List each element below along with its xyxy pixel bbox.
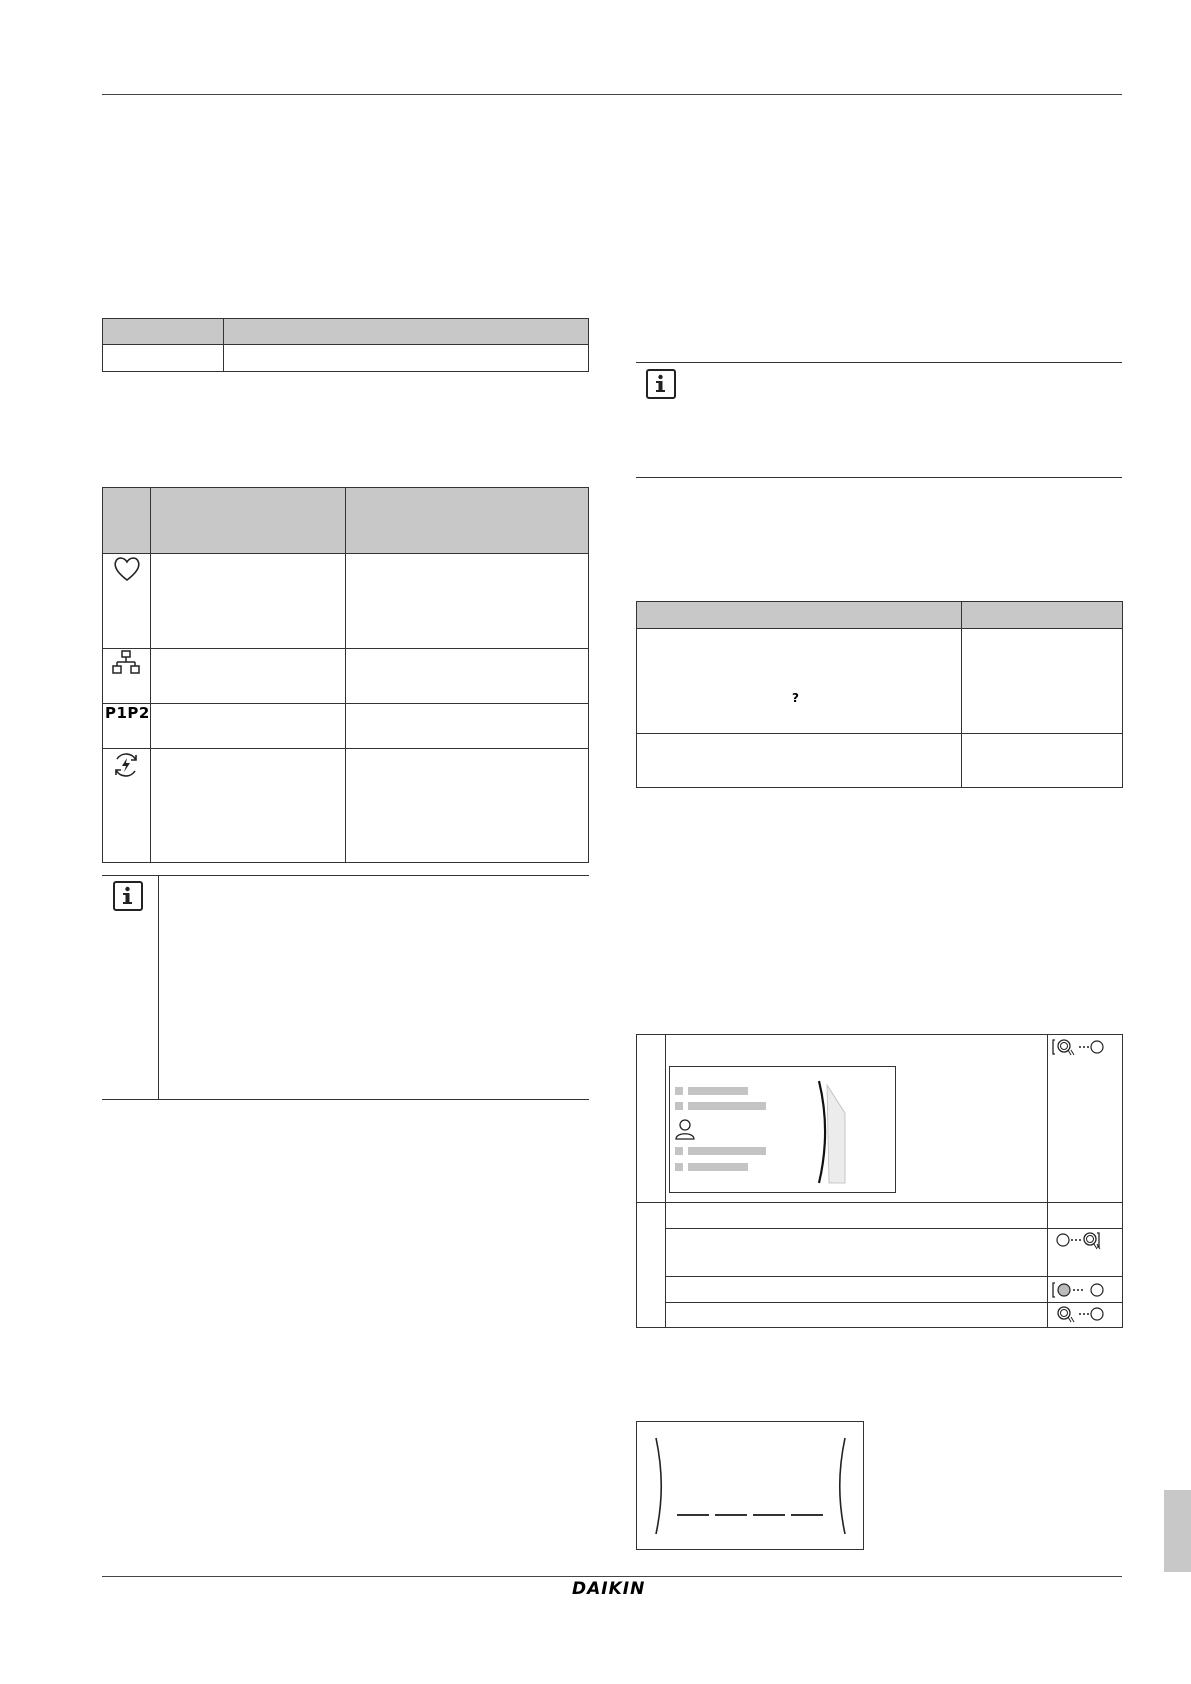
- code-digit-slot: [677, 1514, 709, 1516]
- p1p2-label: P1P2: [105, 704, 150, 722]
- procedure-col1-line: [665, 1034, 666, 1328]
- footer-rule: [102, 1576, 1122, 1577]
- heart-icon: [112, 555, 142, 583]
- menu-item-marker: [675, 1163, 683, 1171]
- right-bracket-arc: [832, 1436, 848, 1536]
- table-a-frame: [102, 318, 589, 372]
- status-table-row-line: [102, 748, 589, 749]
- dial-press-left-icon: [1052, 1037, 1118, 1057]
- table-b-frame: [636, 601, 1123, 788]
- code-digit-slot: [791, 1514, 823, 1516]
- note-bottom-rule: [636, 477, 1122, 478]
- procedure-row-line: [665, 1302, 1123, 1303]
- note-bottom-rule: [102, 1099, 589, 1100]
- status-table-row-line: [102, 703, 589, 704]
- procedure-row-line: [665, 1276, 1123, 1277]
- note-top-rule: [102, 875, 589, 876]
- menu-item-bar: [688, 1102, 766, 1110]
- note-side-rule: [158, 875, 159, 1100]
- menu-item-bar: [688, 1163, 748, 1171]
- table-b-col-line: [961, 601, 962, 788]
- table-a-row-line: [102, 344, 589, 345]
- code-digit-slot: [715, 1514, 747, 1516]
- menu-item-bar: [688, 1087, 748, 1095]
- screen-illustration: [669, 1066, 896, 1193]
- header-rule: [102, 94, 1122, 95]
- procedure-row-line: [636, 1202, 1123, 1203]
- daikin-logo: DAIKIN: [572, 1579, 646, 1599]
- dial-tap-left-icon: [1052, 1304, 1118, 1324]
- network-icon: [111, 650, 141, 676]
- code-digit-slot: [753, 1514, 785, 1516]
- table-a-col-line: [223, 318, 224, 372]
- power-cycle-icon: [111, 750, 141, 780]
- menu-item-marker: [675, 1102, 683, 1110]
- info-icon: [646, 369, 676, 399]
- dial-turn-left-icon: [1052, 1280, 1118, 1300]
- status-table-row-line: [102, 553, 589, 554]
- note-top-rule: [636, 362, 1122, 363]
- help-question-mark: ?: [792, 691, 799, 705]
- menu-item-marker: [675, 1087, 683, 1095]
- left-bracket-arc: [653, 1436, 669, 1536]
- scroll-arc-icon: [815, 1079, 855, 1185]
- procedure-row-line: [665, 1228, 1123, 1229]
- status-table-col1-line: [150, 487, 151, 863]
- status-table-row-line: [102, 648, 589, 649]
- table-b-row-line: [636, 628, 1123, 629]
- status-table-col2-line: [345, 487, 346, 863]
- dial-press-right-icon: [1052, 1230, 1118, 1252]
- menu-item-marker: [675, 1147, 683, 1155]
- menu-item-bar: [688, 1147, 766, 1155]
- table-b-row-line: [636, 733, 1123, 734]
- user-icon: [674, 1118, 696, 1140]
- side-language-tab: [1164, 1490, 1191, 1572]
- info-icon: [113, 881, 143, 911]
- code-entry-screen: [636, 1421, 864, 1550]
- procedure-col2-line: [1047, 1034, 1048, 1328]
